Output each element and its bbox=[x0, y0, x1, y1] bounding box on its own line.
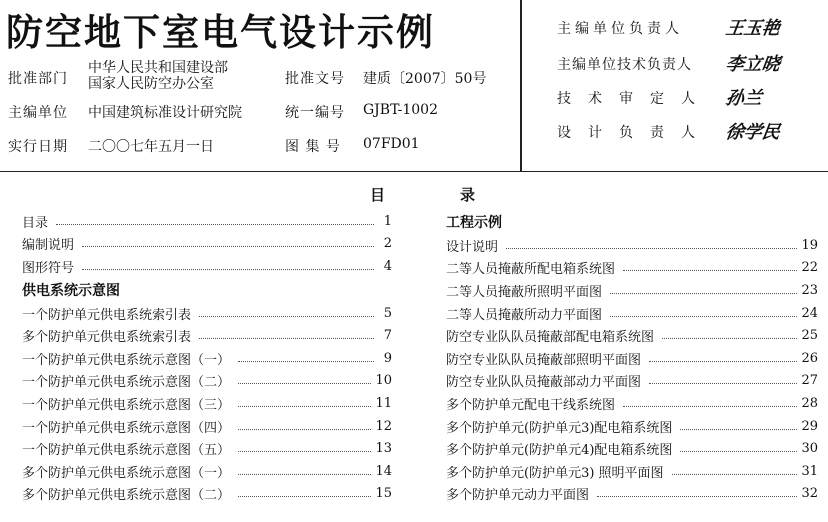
toc-entry-title: 一个防护单元供电系统索引表 bbox=[22, 307, 192, 323]
dot-leader bbox=[597, 496, 797, 497]
responsible-role: 设计负责人 bbox=[557, 125, 712, 141]
toc-entry-title: 一个防护单元供电系统示意图（五） bbox=[22, 443, 231, 459]
dot-leader bbox=[56, 224, 374, 225]
dot-leader bbox=[238, 383, 371, 384]
responsible-role: 主编单位技术负责人 bbox=[557, 57, 692, 73]
atlas-no-label: 图 集 号 bbox=[285, 139, 341, 155]
toc-entry[interactable] bbox=[446, 392, 818, 415]
toc-entry-page: 2 bbox=[383, 236, 392, 252]
toc-entry-page: 25 bbox=[801, 328, 818, 344]
dot-leader bbox=[610, 293, 797, 294]
toc-entry[interactable] bbox=[446, 370, 818, 393]
dot-leader bbox=[238, 406, 371, 407]
signature: 李立晓 bbox=[724, 54, 782, 75]
toc-entry-page: 31 bbox=[801, 463, 818, 479]
toc-entry-page: 12 bbox=[375, 418, 392, 434]
toc-entry-page: 15 bbox=[375, 486, 392, 502]
dot-leader bbox=[680, 429, 797, 430]
toc-entry-title: 二等人员掩蔽所配电箱系统图 bbox=[446, 262, 616, 278]
toc-entry-title: 二等人员掩蔽所动力平面图 bbox=[446, 307, 603, 323]
toc-right-column bbox=[446, 210, 818, 505]
toc-entry-title: 防空专业队队员掩蔽部照明平面图 bbox=[446, 352, 642, 368]
effective-date-label: 实行日期 bbox=[8, 139, 68, 155]
title-block bbox=[0, 0, 828, 172]
toc-entry[interactable] bbox=[22, 302, 392, 325]
toc-entry[interactable] bbox=[446, 483, 818, 506]
toc-section-heading: 供电系统示意图 bbox=[22, 282, 120, 299]
effective-date-value: 二〇〇七年五月一日 bbox=[88, 139, 214, 155]
dot-leader bbox=[649, 383, 797, 384]
atlas-no-value: 07FD01 bbox=[363, 136, 420, 152]
dot-leader bbox=[238, 474, 371, 475]
dot-leader bbox=[82, 269, 374, 270]
toc-entry-title: 一个防护单元供电系统示意图（四） bbox=[22, 420, 231, 436]
toc-entry-page: 10 bbox=[375, 373, 392, 389]
dot-leader bbox=[82, 246, 374, 247]
signature: 徐学民 bbox=[724, 122, 782, 143]
dot-leader bbox=[506, 248, 797, 249]
toc-entry-title: 防空专业队队员掩蔽部动力平面图 bbox=[446, 375, 642, 391]
toc-entry-title: 多个防护单元供电系统索引表 bbox=[22, 330, 192, 346]
title-block-divider bbox=[520, 0, 522, 172]
toc-entry-title: 一个防护单元供电系统示意图（二） bbox=[22, 375, 231, 391]
toc-entry-page: 29 bbox=[801, 418, 818, 434]
dot-leader bbox=[238, 429, 371, 430]
toc-entry-title: 防空专业队队员掩蔽部配电箱系统图 bbox=[446, 330, 655, 346]
toc-entry[interactable] bbox=[22, 210, 392, 233]
toc-entry-page: 30 bbox=[801, 441, 818, 457]
approval-doc-value: 建质〔2007〕50号 bbox=[363, 71, 487, 87]
dot-leader bbox=[238, 361, 374, 362]
toc-entry-title: 二等人员掩蔽所照明平面图 bbox=[446, 284, 603, 300]
toc-entry[interactable] bbox=[22, 255, 392, 278]
dot-leader bbox=[623, 270, 797, 271]
dot-leader bbox=[662, 338, 797, 339]
toc-entry-page: 1 bbox=[383, 213, 392, 229]
approval-dept-line1: 中华人民共和国建设部 bbox=[88, 60, 228, 76]
toc-entry-page: 19 bbox=[801, 237, 818, 253]
toc-entry-title: 一个防护单元供电系统示意图（三） bbox=[22, 397, 231, 413]
toc-left-column bbox=[22, 210, 392, 505]
toc-entry[interactable] bbox=[446, 279, 818, 302]
toc-entry-page: 13 bbox=[375, 441, 392, 457]
dot-leader bbox=[680, 451, 797, 452]
dot-leader bbox=[672, 474, 798, 475]
toc-entry[interactable] bbox=[446, 437, 818, 460]
toc-entry[interactable] bbox=[446, 415, 818, 438]
unified-no-label: 统一编号 bbox=[285, 105, 345, 121]
approval-doc-label: 批准文号 bbox=[285, 71, 345, 87]
toc-entry-page: 26 bbox=[801, 350, 818, 366]
toc-entry[interactable] bbox=[22, 347, 392, 370]
dot-leader bbox=[199, 316, 374, 317]
approval-dept-line2: 国家人民防空办公室 bbox=[88, 76, 214, 92]
toc-section-heading: 工程示例 bbox=[446, 215, 502, 231]
toc-entry[interactable] bbox=[22, 370, 392, 393]
signature: 孙兰 bbox=[724, 88, 764, 109]
dot-leader bbox=[623, 406, 797, 407]
toc-entry-page: 27 bbox=[801, 373, 818, 389]
responsible-role: 技术审定人 bbox=[557, 91, 712, 107]
toc-entry[interactable] bbox=[446, 460, 818, 483]
toc-entry-title: 多个防护单元供电系统示意图（一） bbox=[22, 465, 231, 481]
document-title: 防空地下室电气设计示例 bbox=[6, 11, 435, 54]
toc-entry-page: 32 bbox=[801, 486, 818, 502]
toc-entry-title: 编制说明 bbox=[22, 238, 75, 254]
toc-entry-title: 多个防护单元(防护单元3)配电箱系统图 bbox=[446, 420, 673, 436]
toc-entry[interactable] bbox=[22, 415, 392, 438]
toc-entry-page: 7 bbox=[383, 328, 392, 344]
toc-entry-title: 一个防护单元供电系统示意图（一） bbox=[22, 352, 231, 368]
toc-entry-title: 目录 bbox=[22, 215, 49, 231]
toc-entry-page: 5 bbox=[383, 305, 392, 321]
toc-entry[interactable] bbox=[446, 257, 818, 280]
toc-title-left: 目 bbox=[370, 186, 386, 204]
toc-entry[interactable] bbox=[22, 233, 392, 256]
approval-dept-label: 批准部门 bbox=[8, 71, 68, 87]
toc-entry-page: 11 bbox=[375, 395, 392, 411]
toc-entry-title: 设计说明 bbox=[446, 239, 499, 255]
toc-title-right: 录 bbox=[460, 186, 476, 204]
toc-entry-page: 14 bbox=[375, 463, 392, 479]
signature: 王玉艳 bbox=[724, 18, 782, 39]
toc-entry[interactable] bbox=[22, 324, 392, 347]
toc-entry[interactable] bbox=[22, 437, 392, 460]
toc-entry-page: 28 bbox=[801, 395, 818, 411]
approval-dept-value bbox=[88, 60, 228, 92]
dot-leader bbox=[199, 338, 374, 339]
toc-entry[interactable] bbox=[446, 347, 818, 370]
toc-entry[interactable] bbox=[22, 460, 392, 483]
responsible-role: 主编单位负责人 bbox=[557, 21, 683, 37]
dot-leader bbox=[610, 316, 797, 317]
toc-entry[interactable] bbox=[446, 302, 818, 325]
toc-entry-title: 多个防护单元动力平面图 bbox=[446, 488, 590, 504]
toc-entry-title: 多个防护单元(防护单元4)配电箱系统图 bbox=[446, 443, 673, 459]
toc-entry[interactable] bbox=[446, 324, 818, 347]
toc-entry-page: 4 bbox=[383, 258, 392, 274]
chief-unit-label: 主编单位 bbox=[8, 105, 68, 121]
chief-unit-value: 中国建筑标准设计研究院 bbox=[88, 105, 242, 121]
toc-entry-page: 22 bbox=[801, 260, 818, 276]
toc-entry-title: 多个防护单元配电干线系统图 bbox=[446, 397, 616, 413]
toc-entry[interactable] bbox=[446, 234, 818, 257]
toc-entry-title: 图形符号 bbox=[22, 260, 75, 276]
toc-entry-page: 23 bbox=[801, 282, 818, 298]
toc-entry-title: 多个防护单元(防护单元3) 照明平面图 bbox=[446, 465, 664, 481]
toc-entry[interactable] bbox=[22, 392, 392, 415]
toc-entry-page: 9 bbox=[383, 350, 392, 366]
dot-leader bbox=[238, 496, 371, 497]
toc-entry[interactable] bbox=[22, 483, 392, 506]
toc-entry-title: 多个防护单元供电系统示意图（二） bbox=[22, 488, 231, 504]
dot-leader bbox=[649, 361, 797, 362]
unified-no-value: GJBT-1002 bbox=[363, 102, 438, 118]
dot-leader bbox=[238, 451, 371, 452]
toc-entry-page: 24 bbox=[801, 305, 818, 321]
